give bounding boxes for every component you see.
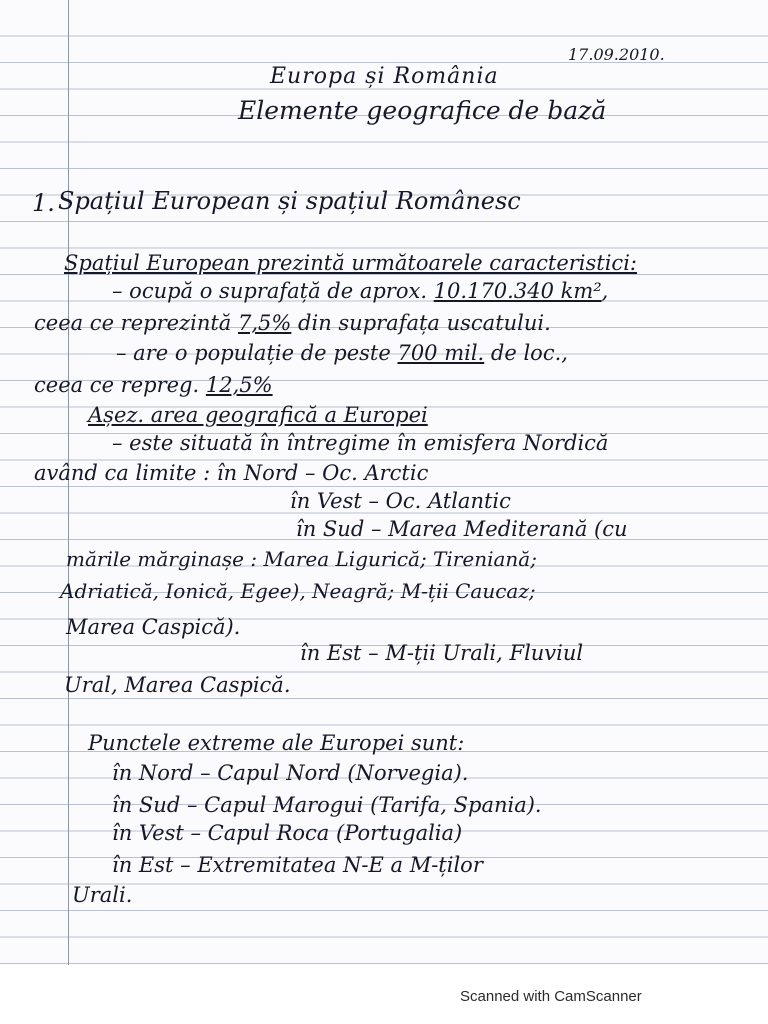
body-line-4-text: – are o populație de peste [116, 341, 398, 365]
title-line-1: Europa și România [270, 64, 499, 89]
population-value: 700 mil. [397, 341, 485, 365]
date: 17.09.2010. [568, 45, 665, 64]
body-line-2-text: – ocupă o suprafață de aprox. [112, 279, 434, 303]
extremes-tail: Urali. [72, 883, 133, 907]
body-line-14: în Est – M-ții Urali, Fluviul [300, 641, 584, 665]
area-percent: 7,5% [238, 311, 292, 335]
body-line-2-end: , [601, 279, 609, 303]
body-line-12: Adriatică, Ionică, Egee), Neagră; M-ții Caucaz; [60, 579, 536, 603]
extreme-south: în Sud – Capul Marogui (Tarifa, Spania). [112, 793, 542, 817]
body-line-3-end: din suprafața uscatului. [291, 311, 551, 335]
extreme-east: în Est – Extremitatea N-E a M-ților [112, 853, 483, 877]
section-number: 1. [32, 189, 55, 217]
body-line-9: în Vest – Oc. Atlantic [290, 489, 511, 513]
body-line-1: Spațiul European prezintă următoarele caracteristici: [64, 251, 637, 275]
body-line-4-end: de loc., [484, 341, 568, 365]
title-line-2: Elemente geografice de bază [238, 96, 607, 125]
extreme-west: în Vest – Capul Roca (Portugalia) [112, 821, 463, 845]
extremes-heading: Punctele extreme ale Europei sunt: [88, 731, 465, 755]
body-line-7: – este situată în întregime în emisfera Nordică [112, 431, 609, 455]
body-line-15: Ural, Marea Caspică. [64, 673, 291, 697]
extreme-north: în Nord – Capul Nord (Norvegia). [112, 761, 469, 785]
area-value: 10.170.340 km² [433, 279, 602, 303]
body-line-2 [112, 278, 608, 304]
body-line-4 [116, 340, 568, 366]
body-line-5 [34, 372, 273, 398]
body-line-3-text: ceea ce reprezintă [34, 311, 238, 335]
body-line-10: în Sud – Marea Mediterană (cu [296, 517, 628, 541]
body-line-8: având ca limite : în Nord – Oc. Arctic [34, 461, 429, 485]
body-line-5-text: ceea ce repreg. [34, 373, 206, 397]
section-heading: Spațiul European și spațiul Românesc [58, 187, 521, 215]
body-line-3 [34, 310, 551, 336]
body-line-13: Marea Caspică). [66, 615, 241, 639]
body-line-6: Așez. area geografică a Europei [88, 403, 428, 427]
population-percent: 12,5% [205, 373, 273, 397]
camscanner-watermark: Scanned with CamScanner [460, 988, 642, 1005]
body-line-11: mările mărginașe : Marea Ligurică; Tireniană; [66, 547, 537, 571]
